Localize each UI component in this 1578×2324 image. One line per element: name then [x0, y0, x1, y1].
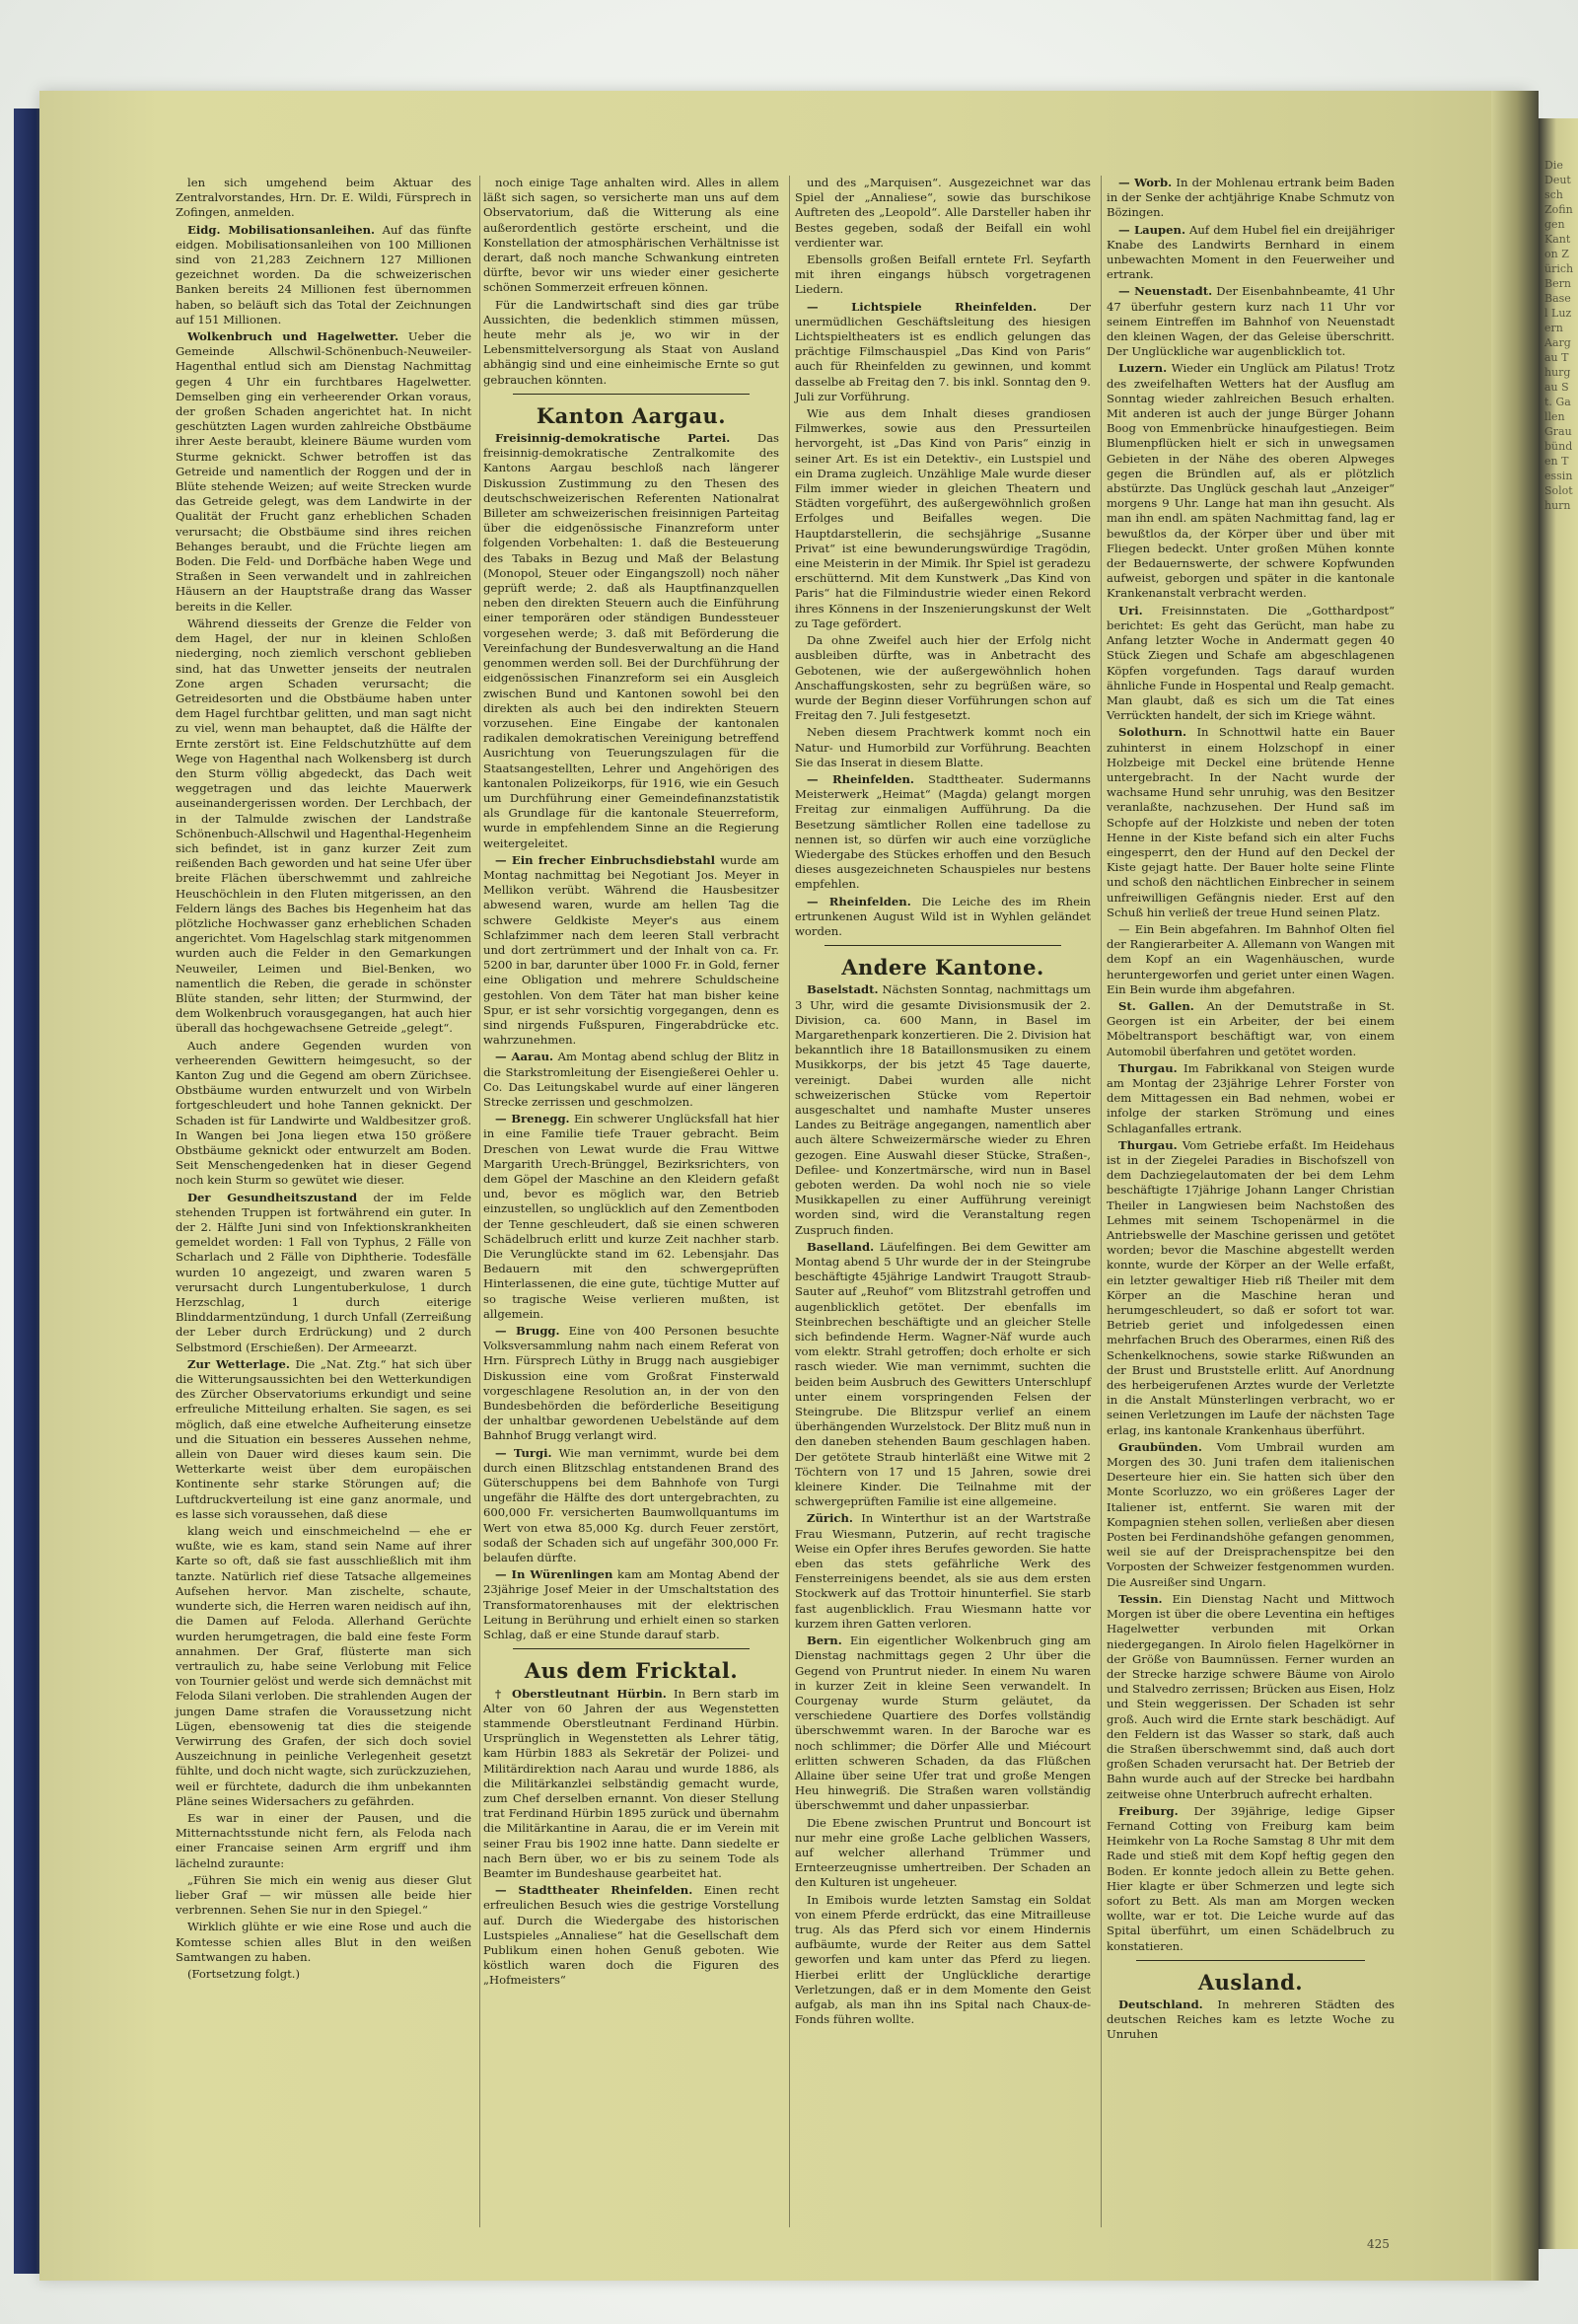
article-text: Freisinnstaten. Die „Gotthardpost“ berichtet: Es geht das Gerücht, man habe zu Anfang letzter Woche in Andermatt gegen 40 Stück Ziegen und Schafe am abgeschlagenen Köpfen vorgefunden. Tags darauf wurden ähnliche Funde in Hospental und Realp gemacht. Man glaubt, daß es sich um die Tat eines Verrückten handelt, der sich im Kriege wähnt. [1107, 603, 1395, 723]
article-text: Nächsten Sonntag, nachmittags um 3 Uhr, wird die gesamte Divisionsmusik der 2. Division, ca. 600 Mann, in Basel im Margarethenpark konzertieren. Die 2. Division hat bekanntlich ihre 18 Bataillonsmusiken zu einem Musikkorps, der bis jetzt 45 Tage dauerte, vereinigt. Dabei wurden alle nicht schweizerischen Stücke vom Repertoir ausgeschaltet und namhafte Muster unseres Landes zu Beiträge angegangen, namentlich aber auch ältere Schweizermärsche wieder zu Ehren gezogen. Eine Auswahl dieser Stücke, Straßen-, Defilee- und Konzertmärsche, wird nun in Basel geboten werden. Da wohl noch nie so viele Musikkapellen zu einer Aufführung vereinigt worden sind, wird die Veranstaltung regen Zuspruch finden. [795, 982, 1092, 1237]
article-keyword: Wolkenbruch und Hagelwetter. [187, 329, 399, 344]
adjacent-page-edge [1539, 118, 1578, 2249]
article-keyword: Freisinnig-demokratische Partei. [495, 431, 731, 446]
article-keyword: — Lichtspiele Rheinfelden. [807, 299, 1038, 314]
article-text: Auch andere Gegenden wurden von verheerenden Gewittern heimgesucht, so der Kanton Zug und die Gegend am obern Zürichsee. Obstbäume wurden entwurzelt und von Wirbeln fortgeschleudert und hohe Tannen geknickt. Der Schaden ist für Landwirte und Waldbesitzer groß. In Wangen bei Jona liegen etwa 150 größere Obstbäume geknickt oder entwurzelt am Boden. Seit Menschengedenken hat in dieser Gegend noch kein Sturm so gewütet wie dieser. [176, 1038, 471, 1188]
article-paragraph [795, 1893, 1091, 2028]
article-text: Wirklich glühte er wie eine Rose und auch die Komtesse schien alles Blut in den weißen Samtwangen zu haben. [176, 1920, 471, 1964]
article-paragraph [483, 1050, 779, 1110]
article-paragraph [483, 298, 779, 388]
article-text: Ein eigentlicher Wolkenbruch ging am Dienstag nachmittags gegen 2 Uhr über die Gegend von Pruntrut nieder. In einem Nu waren in kurzer Zeit in kleine Seen verwandelt. In Courgenay wurde Sturm geläutet, da verschiedene Quartiere des Dorfes vollständig überschwemmt waren. In der Baroche war es noch schlimmer; die Dörfer Alle und Miécourt erlitten schweren Schaden, da das Flüßchen Allaine über seine Ufer trat und große Mengen Heu hinwegriß. Die Straßen waren vollständig überschwemmt und daher unpassierbar. [795, 1634, 1091, 1813]
article-paragraph [795, 406, 1091, 631]
article-text: kam am Montag Abend der 23jährige Josef Meier in der Umschaltstation des Transformatorenhauses mit der elektrischen Leitung in Berührung und erhielt einen so starken Schlag, daß er eine Stunde darauf starb. [483, 1567, 780, 1642]
article-paragraph [176, 176, 471, 221]
article-keyword: Thurgau. [1118, 1137, 1178, 1152]
column-2-top-articles [483, 176, 779, 388]
article-paragraph [1107, 1804, 1395, 1954]
article-text: Am Montag abend schlug der Blitz in die Starkstromleitung der Eisengießerei Oehler u. Co. Das Leitungskabel wurde auf einer längeren Strecke zerrissen und geschmolzen. [483, 1050, 779, 1109]
article-text: Stadttheater. Sudermanns Meisterwerk „Heimat“ (Magda) gelangt morgen Freitag zur einmaligen Aufführung. Da die Besetzung sämtlicher Rollen eine tadellose zu nennen ist, so dürfen wir auch eine vorzügliche Wiedergabe des Stückes erhoffen und den Besuch dieses ausgezeichneten Schauspieles nur bestens empfehlen. [795, 771, 1092, 892]
article-keyword: St. Gallen. [1118, 998, 1194, 1013]
article-keyword: — Stadttheater Rheinfelden. [495, 1883, 693, 1898]
article-text: Ein Dienstag Nacht und Mittwoch Morgen ist über die obere Leventina ein heftiges Hagelwetter verbunden mit Orkan niedergegangen. In Airolo fielen Hagelkörner in der Größe von Baumnüssen. Ferner wurden an der Strecke harzige schwere Bäume von Airolo und Stalvedro zerrissen; Brücken aus Eisen, Holz und Stein weggerissen. Der Schaden ist sehr groß. Auch wird die Ernte stark beschädigt. Auf den Feldern ist das Wasser so stark, daß auch die Straßen überschwemmt sind, daß auch dort großen Schaden verursacht hat. Der Betrieb der Bahn wurde auch auf der Strecke bei hardbahn zeitweise ohne Unterbruch aufrecht erhalten. [1107, 1591, 1395, 1801]
article-text: In Winterthur ist an der Wartstraße Frau Wiesmann, Putzerin, auf recht tragische Weise ein Opfer ihres Berufes geworden. Sie hatte eben das stets gefährliche Werk des Fensterreinigens beendet, als sie aus dem ersten Stockwerk auf das Trottoir hinunterfiel. Sie starb fast augenblicklich. Frau Wiesmann hatte vor kurzem ihren Gatten verloren. [795, 1511, 1091, 1631]
article-text: An der Demutstraße in St. Georgen ist ein Arbeiter, der bei einem Möbeltransport beschäftigt war, von einem Automobil überfahren und getötet worden. [1107, 998, 1395, 1058]
article-paragraph [176, 1967, 471, 1982]
section-rule [1136, 1960, 1365, 1961]
article-keyword: — Ein frecher Einbruchsdiebstahl [495, 852, 716, 867]
article-paragraph [176, 1039, 471, 1189]
article-paragraph [795, 772, 1091, 893]
article-text: noch einige Tage anhalten wird. Alles in allem läßt sich sagen, so versicherte man uns auf dem Observatorium, daß die Witterung als eine außerordentlich gestörte erscheint, und die Konstellation der atmosphärischen Verhältnisse ist derart, daß noch manche Schwankung eintreten dürfte, bevor wir uns wieder einer gesicherte schönen Sommerzeit erfreuen können. [483, 176, 779, 295]
article-paragraph [795, 176, 1091, 251]
article-text: Eine von 400 Personen besuchte Volksversammlung nahm nach einem Referat von Hrn. Fürsprech Lüthy in Brugg nach ausgiebiger Diskussion eine vom Großrat Finsterwald vorgeschlagene Resolution an, in der von den Bundesbehörden die beförderliche Beseitigung der unhaltbar gewordenen Uebelstände auf dem Bahnhof Brugg verlangt wird. [483, 1324, 779, 1443]
article-paragraph [1107, 1997, 1395, 2043]
article-text: Der unermüdlichen Geschäftsleitung des hiesigen Lichtspieltheaters ist es endlich gelungen das prächtige Filmschauspiel „Das Kind von Paris“ auch für Rheinfelden zu gewinnen, und kommt dasselbe ab Freitag den 7. bis inkl. Sonntag den 9. Juli zur Vorführung. [795, 299, 1091, 403]
article-paragraph [1107, 223, 1395, 283]
column-rule [789, 176, 790, 2227]
article-paragraph [1107, 176, 1395, 221]
article-text: Vom Umbrail wurden am Morgen des 30. Juni trafen dem italienischen Deserteure hier ein. Sie hatten sich über den Monte Scorluzzo, wo ein größeres Lager der Italiener ist, entfernt. Sie waren mit der Kompagnien stehen sollen, verließen aber diesen Posten bei Ferdinandshöhe gefangen genommen, weil sie auf der Dreisprachenspitze bei den Vorposten der Schweizer festgenommen wurden. Die Ausreißer sind Ungarn. [1107, 1439, 1396, 1589]
article-keyword: Uri. [1118, 603, 1143, 617]
article-paragraph [176, 329, 471, 615]
article-text: Läufelfingen. Bei dem Gewitter am Montag abend 5 Uhr wurde der in der Steingrube beschäftigte 45jährige Landwirt Traugott Straub-Sauter auf „Reuhof“ vom Blitzstrahl getroffen und augenblicklich getötet. Der ebenfalls im Steinbrechen beschäftigte und an gleicher Stelle sich befindende Herm. Wagner-Näf wurde auch vom elektr. Strahl getroffen; doch erholte er sich rasch wieder. Wie man vernimmt, suchten die beiden beim Ausbruch des Gewitters Unterschlupf unter einem vorspringenden Felsen der Steingrube. Die Blitzspur verlief an einem überhängenden Wurzelstock. Der Blitz muß nun in den daneben stehenden Baum geschlagen haben. Der getötete Straub hinterläßt eine Witwe mit 2 Töchtern von 17 und 15 Jahren, sowie drei kleinere Kinder. Die Teilnahme mit der schwergeprüften Familie ist eine allgemeine. [795, 1239, 1092, 1509]
article-text: Es war in einer der Pausen, und die Mitternachtsstunde nicht fern, als Feloda nach einer Francaise seinen Arm ergriff und ihm lächelnd zuraunte: [176, 1810, 471, 1870]
column-3 [795, 176, 1091, 2029]
article-paragraph [483, 1883, 779, 1988]
article-text: (Fortsetzung folgt.) [187, 1966, 301, 1981]
article-keyword: — Brugg. [495, 1324, 560, 1339]
article-text: In Bern starb im Alter von 60 Jahren der aus Wegenstetten stammende Oberstleutnant Ferdinand Hürbin. Ursprünglich in Wegenstetten als Lehrer tätig, kam Hürbin 1883 als Sekretär der Polizei- und Militärdirektion nach Aarau und wurde 1886, als die Militärkanzlei selbständig gemacht wurde, zum Chef derselben ernannt. Von dieser Stellung trat Ferdinand Hürbin 1895 zurück und übernahm die Militärkantine in Aarau, die er im Verein mit seiner Frau bis 1902 inne hatte. Dann siedelte er nach Bern über, wo er bis zu seinem Tode als Beamter im Bundeshause gearbeitet hat. [483, 1686, 780, 1880]
article-paragraph [795, 1240, 1091, 1510]
article-paragraph [176, 1524, 471, 1809]
article-paragraph [483, 1446, 779, 1566]
article-text: In Emibois wurde letzten Samstag ein Soldat von einem Pferde erdrückt, das eine Mitrailleuse trug. Als das Pferd sich vor einem Hindernis aufbäumte, wurde der Reiter aus dem Sattel geworfen und kam unter das Pferd zu liegen. Hierbei erlitt der Unglückliche derartige Verletzungen, daß er in dem Momente den Geist aufgab, als man ihn ins Spital nach Chaux-de-Fonds führen wollte. [795, 1892, 1091, 2027]
column-3-top-articles [795, 176, 1091, 939]
article-keyword: — Aarau. [495, 1050, 554, 1064]
article-paragraph [1107, 284, 1395, 359]
article-text: Einen recht erfreulichen Besuch wies die gestrige Vorstellung auf. Durch die Wiedergabe des historischen Lustspieles „Annaliese“ hat die Gesellschaft dem Publikum einen hohen Genuß geboten. Wie köstlich waren doch die Figuren des „Hofmeisters“ [483, 1883, 779, 1988]
article-paragraph [483, 1567, 779, 1642]
article-paragraph [176, 1357, 471, 1522]
article-paragraph [795, 895, 1091, 940]
article-text: Ueber die Gemeinde Allschwil-Schönenbuch-Neuweiler-Hagenthal entlud sich am Dienstag Nachmittag gegen 4 Uhr ein furchtbares Hagelwetter. Demselben ging ein verheerender Orkan voraus, der großen Schaden angerichtet hat. In nicht geschützten Lagen wurden zahlreiche Obstbäume ihrer Aeste beraubt, kleinere Bäume wurden vom Sturme geknickt. Schwer betroffen ist das Getreide und namentlich der Roggen und der in Blüte stehende Weizen; auf weite Strecken wurde das Getreide gelegt, was dem Landwirte in der Qualität der Frucht ganz erheblichen Schaden verursacht; die Obstbäume sind ihres reichen Behanges beraubt, und die Früchte liegen am Boden. Die Feld- und Dorfbäche haben Wege und Straßen in Seen verwandelt und in zahlreichen Häusern an der Hauptstraße drang das Wasser bereits in die Keller. [176, 329, 471, 614]
article-text: Ein schwerer Unglücksfall hat hier in eine Familie tiefe Trauer gebracht. Beim Dreschen von Lewat wurde die Frau Wittwe Margarith Urech-Brünggel, Bezirksrichters, von dem Göpel der Maschine an den Kleidern gefaßt und, bevor es möglich war, den Betrieb einzustellen, so unglücklich auf den Zementboden der Tenne geschleudert, daß sie einen schweren Schädelbruch erlitt und kurze Zeit nachher starb. Die Verunglückte stand im 62. Lebensjahr. Das Bedauern mit den schwergeprüften Hinterlassenen, die eine gute, tüchtige Mutter auf so tragische Weise verlieren mußten, ist allgemein. [483, 1112, 780, 1321]
article-paragraph [1107, 361, 1395, 601]
article-text: Wie aus dem Inhalt dieses grandiosen Filmwerkes, sowie aus den Pressurteilen hervorgeht, ist „Das Kind von Paris“ einzig in seiner Art. Es ist ein Detektiv-, ein Lustspiel und ein Drama zugleich. Unzählige Male wurde dieser Film immer wieder in gleichen Theatern und Städten vorgeführt, des außergewöhnlich großen Erfolges und Beifalles wegen. Die Hauptdarstellerin, die sechsjährige „Susanne Privat“ ist eine bewunderungswürdige Tragödin, eine Meisterin in der Mimik. Ihr Spiel ist geradezu erschütternd. Mit dem Kunstwerk „Das Kind von Paris“ hat die Filmindustrie wieder einen Rekord ihres Könnens in der Inszenierungskunst der Welt zu Tage gefördert. [795, 406, 1091, 630]
article-text: Die Leiche des im Rhein ertrunkenen August Wild ist in Wyhlen geländet worden. [795, 894, 1091, 938]
aargau-articles [483, 431, 779, 1642]
article-paragraph [483, 176, 779, 296]
article-keyword: Thurgau. [1118, 1060, 1178, 1075]
article-keyword: Zürich. [807, 1511, 853, 1526]
article-paragraph [176, 1920, 471, 1965]
article-paragraph [483, 431, 779, 851]
article-text: Die „Nat. Ztg.“ hat sich über die Witterungsaussichten bei den Wetterkundigen des Zürcher Observatoriums erkundigt und seine erfreuliche Mitteilung erhalten. Sie sagen, es sei möglich, daß eine etwelche Aufheiterung einsetze und die Situation ein besseres Aussehen nehme, allein von Dauer wird dieses kaum sein. Die Wetterkarte weist über dem europäischen Kontinente sehr starke Störungen auf; die Luftdruckverteilung ist eine ganz anormale, und es lasse sich voraussehen, daß diese [176, 1356, 471, 1521]
article-text: Auf das fünfte eidgen. Mobilisationsanleihen von 100 Millionen sind von 21,283 Zeichnern 127 Millionen gezeichnet worden. Da die schweizerischen Banken bereits 24 Millionen fest übernommen haben, so beläuft sich das Total der Zeichnungen auf 151 Millionen. [176, 222, 471, 327]
article-keyword: — Laupen. [1118, 222, 1186, 237]
article-paragraph [483, 1112, 779, 1322]
article-text: Der Eisenbahnbeamte, 41 Uhr 47 überfuhr gestern kurz nach 11 Uhr vor seinem Eintreffen im Bahnhof von Neuenstadt den kleinen Wagen, der das Geleise überschritt. Der Unglückliche war augenblicklich tot. [1107, 284, 1395, 359]
article-keyword: Luzern. [1118, 361, 1168, 376]
article-keyword: Freiburg. [1118, 1803, 1179, 1818]
column-1 [176, 176, 471, 1984]
article-text: „Führen Sie mich ein wenig aus dieser Glut lieber Graf — wir müssen alle beide hier verbrennen. Sehen Sie nur in den Spiegel.“ [176, 1872, 471, 1918]
column-1-articles [176, 176, 471, 1982]
page-number: 425 [1367, 2237, 1390, 2251]
article-keyword: Zur Wetterlage. [187, 1356, 290, 1371]
article-keyword: — Rheinfelden. [807, 771, 914, 786]
article-text: In der Mohlenau ertrank beim Baden in der Senke der achtjährige Knabe Schmutz von Bözingen. [1107, 176, 1395, 220]
article-keyword: Eidg. Mobilisationsanleihen. [187, 222, 376, 237]
fricktal-articles [483, 1687, 779, 1989]
article-keyword: — Worb. [1118, 176, 1173, 189]
article-text: Die Ebene zwischen Pruntrut und Boncourt ist nur mehr eine große Lache gelblichen Wassers, auf welcher allerhand Trümmer und Ernteerzeugnisse umhertreiben. Der Schaden an den Kulturen ist ungeheuer. [795, 1815, 1091, 1890]
article-text: In mehreren Städten des deutschen Reiches kam es letzte Woche zu Unruhen [1107, 1997, 1396, 2042]
column-4 [1107, 176, 1395, 2045]
article-paragraph [1107, 1138, 1395, 1438]
column-2 [483, 176, 779, 1991]
article-text: und des „Marquisen“. Ausgezeichnet war das Spiel der „Annaliese“, sowie das burschikose Auftreten des „Leopold“. Alle Darsteller haben ihr Bestes gegeben, sodaß der Beifall ein wohl verdienter war. [795, 176, 1091, 250]
article-paragraph [795, 633, 1091, 723]
article-keyword: Deutschland. [1118, 1997, 1203, 2011]
article-keyword: — Rheinfelden. [807, 894, 911, 908]
article-text: Ebensolls großen Beifall erntete Frl. Seyfarth mit ihren eingangs hübsch vorgetragenen Liedern. [795, 253, 1091, 297]
article-paragraph [176, 1873, 471, 1919]
article-keyword: — In Würenlingen [495, 1567, 613, 1582]
article-paragraph [483, 1324, 779, 1444]
section-heading-andere-kantone: Andere Kantone. [841, 955, 1044, 980]
article-paragraph [795, 1634, 1091, 1813]
article-keyword: Tessin. [1118, 1591, 1163, 1606]
article-paragraph [1107, 1440, 1395, 1590]
article-text: Vom Getriebe erfaßt. Im Heidehaus ist in der Ziegelei Paradies in Bischofszell von dem Dachziegelautomaten der bei dem Lehm beschäftigte 17jährige Johann Langer Christian Theiler in Langwiesen beim Nachstoßen des Lehmes mit seinem Tschopenärmel in die Antriebswelle der Maschine gerissen und getötet worden; bevor die Maschine abgestellt werden konnte, wurde der Körper an der Welle erfaßt, ein letzter gewaltiger Hieb riß Theiler mit dem Körper an die Maschine heran und herumgeschleudert, so daß er sofort tot war. Betrieb geriet und infolgedessen einen mehrfachen Bruch des Oberarmes, einen Riß des Schenkelknochens, sowie starke Rißwunden an der Brust und Bruststelle erlitt. Auf Anordnung des herbeigerufenen Arztes wurde der Verletzte in die Anstalt Münsterlingen verbracht, wo er seinen Verletzungen im Laufe der nächsten Tage erlag, ins kantonale Krankenhaus überführt. [1107, 1137, 1395, 1437]
column-4-articles [1107, 176, 1395, 1954]
article-paragraph [176, 1811, 471, 1871]
article-paragraph [1107, 999, 1395, 1059]
page-gutter [1491, 91, 1539, 2281]
adjacent-page-text: Die Deutsch Zofingen Kanton Zürich Bern Basel Luzern Aargau Thurgau St. Gallen Graubünden Tessin Solothurn [1544, 159, 1574, 512]
article-paragraph [483, 853, 779, 1049]
column-rule [1101, 176, 1102, 2227]
article-text: wurde am Montag nachmittag bei Negotiant Jos. Meyer in Mellikon verübt. Während die Hausbesitzer abwesend waren, wurde am hellen Tag die schwere Geldkiste Meyer's aus einem Schlafzimmer nach dem leeren Stall verbracht und dort zertrümmert und der Inhalt von ca. Fr. 5200 in bar, darunter über 1000 Fr. in Gold, ferner eine Obligation und mehrere Schuldscheine gestohlen. Von dem Täter hat man bisher keine Spur, er ist sehr vorsichtig vorgegangen, denn es sind nirgends Fußspuren, Fingerabdrücke etc. wahrzunehmen. [483, 852, 780, 1048]
section-heading-ausland: Ausland. [1197, 1969, 1304, 1995]
section-rule [513, 1648, 750, 1649]
article-text: Für die Landwirtschaft sind dies gar trübe Aussichten, die bedenklich stimmen müssen, heute mehr als je, wo wir in der Lebensmittelversorgung als Staat von Ausland abhängig sind und eine einheimische Ernte so gut gebrauchen könnten. [483, 297, 779, 387]
article-paragraph [176, 223, 471, 327]
article-text: Das freisinnig-demokratische Zentralkomite des Kantons Aargau beschloß nach längerer Diskussion Zustimmung zu den Thesen des deutschschweizerischen Referenten Nationalrat Billeter am schweizerischen freisinnigen Parteitag über die eidgenössische Finanzreform unter folgenden Vorbehalten: 1. daß die Besteuerung des Tabaks in Bezug und Maß der Belastung (Monopol, Steuer oder Eingangszoll) noch näher geprüft werde; 2. daß als Hauptfinanzquellen neben den direkten Steuern auch die Einführung einer temporären oder ständigen Bundessteuer vorgesehen werde; 3. daß mit Beförderung die Vereinfachung der Bundesverwaltung an die Hand genommen werden soll. Bei der Durchführung der eidgenössischen Finanzreform sei ein Ausgleich zwischen Bund und Kantonen sowohl bei den direkten als auch bei den indirekten Steuern vorzusehen. Eine Eingabe der kantonalen radikalen demokratischen Vereinigung betreffend Ausrichtung von Teuerungszulagen für die Staatsangestellten, Lehrer und Angehörigen des kantonalen Polizeikorps, für 1916, wie ein Gesuch um Durchführung einer Gemeindefinanzstatistik als Grundlage für die kantonale Steuerreform, wurde in empfehlendem Sinne an die Regierung weitergeleitet. [483, 431, 779, 850]
article-text: der im Felde stehenden Truppen ist fortwährend ein guter. In der 2. Hälfte Juni sind von Infektionskrankheiten gemeldet worden: 1 Fall von Typhus, 2 Fälle von Scharlach und 2 Fälle von Diphtherie. Todesfälle wurden 10 angezeigt, und zwaren waren 5 verursacht durch Lungentuberkulose, 1 durch Herzschlag, 1 durch eiterige Blinddarmentzündung, 1 durch Unfall (Zerreißung der Leber durch Erdrückung) und 2 durch Selbstmord (Erschießen). Der Armeearzt. [176, 1190, 471, 1354]
article-text: In Schnottwil hatte ein Bauer zuhinterst in einem Holzschopf in einer Holzbeige mit Deckel eine brütende Henne untergebracht. In der Nacht wurde der wachsame Hund sehr unruhig, was den Besitzer veranlaßte, nachzusehen. Der Hund saß im Schopfe auf der Holzkiste und neben der toten Henne in der Kiste befand sich ein alter Fuchs eingesperrt, den der Hund auf den Deckel der Kiste gejagt hatte. Der Bauer holte seine Flinte und schoß den nächtlichen Einbrecher in seinem unfreiwilligen Gefängnis nieder. Erst auf den Schuß hin verließ der treue Hund seinen Platz. [1107, 725, 1395, 919]
article-keyword: Baselstadt. [807, 982, 879, 997]
article-keyword: Bern. [807, 1634, 842, 1648]
section-rule [513, 394, 750, 395]
article-paragraph [795, 253, 1091, 298]
article-paragraph [176, 1191, 471, 1355]
article-keyword: Baselland. [807, 1239, 875, 1254]
article-keyword: Der Gesundheitszustand [187, 1190, 358, 1204]
article-paragraph [1107, 725, 1395, 920]
article-text: — Ein Bein abgefahren. Im Bahnhof Olten fiel der Rangierarbeiter A. Allemann von Wangen mit dem Kopf an ein Wagenhäuschen, wurde heruntergeworfen und geriet unter einen Wagen. Ein Bein wurde ihm abgefahren. [1107, 921, 1395, 996]
article-keyword: — Turgi. [495, 1445, 552, 1460]
section-heading-aargau: Kanton Aargau. [536, 402, 727, 428]
article-paragraph [176, 617, 471, 1037]
article-text: Im Fabrikkanal von Steigen wurde am Montag der 23jährige Lehrer Forster von dem Mittagessen ein Bad nehmen, wobei er infolge der starken Strömung und eines Schlaganfalles ertrank. [1107, 1060, 1395, 1135]
article-text: Neben diesem Prachtwerk kommt noch ein Natur- und Humorbild zur Vorführung. Beachten Sie das Inserat in diesem Blatte. [795, 725, 1091, 769]
article-paragraph [795, 300, 1091, 404]
article-paragraph [795, 725, 1091, 770]
article-paragraph [1107, 604, 1395, 724]
article-text: len sich umgehend beim Aktuar des Zentralvorstandes, Hrn. Dr. E. Wildi, Fürsprech in Zofingen, anmelden. [176, 176, 471, 220]
article-paragraph [795, 1511, 1091, 1632]
article-keyword: — Brenegg. [495, 1112, 570, 1126]
article-paragraph [1107, 1061, 1395, 1136]
article-text: Wieder ein Unglück am Pilatus! Trotz des zweifelhaften Wetters hat der Ausflug am Sonntag wieder zahlreichen Besuch erhalten. Mit anderen ist auch der junge Bürger Johann Boog von Emmenbrücke hinaufgestiegen. Beim Blumenpflücken hielt er sich in unwegsamen Gebieten in der Nähe des oberen Alpweges gegen die Bründlen auf, als er plötzlich abstürzte. Das Unglück geschah laut „Anzeiger“ morgens 9 Uhr. Lange hat man ihn gesucht. Als man ihn endl. am späten Nachmittag fand, lag er bewußtlos da, der Körper über und über mit Fliegen bedeckt. Unter großen Mühen konnte der Bedauernswerte, der schwere Kopfwunden aufweist, geborgen und später in die kantonale Krankenanstalt verbracht werden. [1107, 361, 1396, 601]
ausland-articles [1107, 1997, 1395, 2043]
article-paragraph [795, 1816, 1091, 1891]
article-paragraph [795, 982, 1091, 1237]
section-rule [825, 945, 1061, 946]
article-keyword: — Neuenstadt. [1118, 284, 1213, 299]
article-keyword: † Oberstleutnant Hürbin. [495, 1686, 667, 1701]
article-text: Der 39jährige, ledige Gipser Fernand Cotting von Freiburg kam beim Heimkehr von La Roche Samstag 8 Uhr mit dem Rade und stieß mit dem Kopf heftig gegen den Boden. Er konnte jedoch allein zu Bette gehen. Hier klagte er über Schmerzen und legte sich sofort zu Bett. Als man am Morgen wecken wollte, war er tot. Die Leiche wurde auf das Spital überführt, um einen Schädelbruch zu konstatieren. [1107, 1803, 1395, 1953]
article-paragraph [483, 1687, 779, 1882]
article-text: Während diesseits der Grenze die Felder von dem Hagel, der nur in kleinen Schloßen niederging, noch ziemlich verschont geblieben sind, hat das Unwetter jenseits der neutralen Zone argen Schaden verursacht; die Getreidesorten und die Obstbäume haben unter dem Hagel furchtbar gelitten, und man sagt nicht zu viel, wenn man behauptet, daß die Hälfte der Ernte zerstört ist. Eine Feldschutzhütte auf dem Wege von Hagenthal nach Wolkensberg ist durch den Sturm völlig abgedeckt, das Dach weit weggetragen und das leichte Mauerwerk auseinandergerissen worden. Der Lerchbach, der in der Talmulde zwischen der Landstraße Schönenbuch-Allschwil und Hagenthal-Hegenheim sich befindet, ist in ganz kurzer Zeit zum reißenden Bach geworden und hat seine Ufer über breite Flächen überschwemmt und zahlreiche Heuschöchlein in den Fluten mitgerissen, an den Feldern längs des Baches bis Hegenheim hat das plötzliche Hochwasser ganz erheblichen Schaden angerichtet. Vom Hagelschlag stark mitgenommen wurden auch die Felder in den Gemarkungen Neuweiler, Leimen und Biel-Benken, wo namentlich die Reben, die gerade in schönster Blüte standen, sehr litten; der Sturmwind, der dem Wolkenbruch vorausgegangen, hat auch hier überall das hochgewachsene Getreide „gelegt“. [176, 616, 471, 1036]
column-rule [479, 176, 480, 2227]
article-text: klang weich und einschmeichelnd — ehe er wußte, wie es kam, stand sein Name auf ihrer Karte so oft, daß sie fast ausschließlich mit ihm tanzte. Natürlich rief diese Tatsache allgemeines Aufsehen hervor. Man zischelte, schaute, wunderte sich, die Herren waren neidisch auf ihn, die Damen auf Feloda. Allerhand Gerüchte wurden herumgetragen, die bald eine feste Form annahmen. Der Graf, flüsterte man sich vertraulich zu, habe seine Verlobung mit Felice von Tournier gelöst und werde sich demnächst mit Feloda Silani verloben. Die strahlenden Augen der jungen Dame strafen die Voraussetzung nicht Lügen, ebensowenig tat dies die steigende Verwirrung des Grafen, der sich doch soviel Auszeichnung in peinliche Verlegenheit gesetzt fühlte, und doch nicht wagte, sich zurückzuziehen, weil er fürchtete, dadurch die ihm unbekannten Pläne seines Widersachers zu gefährden. [176, 1524, 471, 1808]
article-keyword: Graubünden. [1118, 1439, 1202, 1454]
section-heading-fricktal: Aus dem Fricktal. [524, 1658, 739, 1684]
article-paragraph [1107, 1592, 1395, 1802]
article-text: Wie man vernimmt, wurde bei dem durch einen Blitzschlag entstandenen Brand des Güterschuppens bei dem Bahnhofe von Turgi ungefähr die Hälfte des dort untergebrachten, zu 600,000 Fr. versicherten Baumwollquantums im Wert von etwa 85,000 Kg. durch Feuer zerstört, sodaß der Schaden sich auf ungefähr 300,000 Fr. belaufen dürfte. [483, 1445, 780, 1565]
andere-kantone-articles [795, 982, 1091, 2027]
article-text: Auf dem Hubel fiel ein dreijähriger Knabe des Landwirts Bernhard in einem unbewachten Moment in den Feuerweiher und ertrank. [1107, 222, 1396, 282]
article-paragraph [1107, 922, 1395, 997]
article-keyword: Solothurn. [1118, 725, 1187, 740]
article-text: Da ohne Zweifel auch hier der Erfolg nicht ausbleiben dürfte, was in Anbetracht des Gebotenen, wie der außergewöhnlich hohen Anschaffungskosten, sehr zu begrüßen wäre, so wurde der Beginn dieser Vorführungen schon auf Freitag den 7. Juli festgesetzt. [795, 633, 1091, 723]
